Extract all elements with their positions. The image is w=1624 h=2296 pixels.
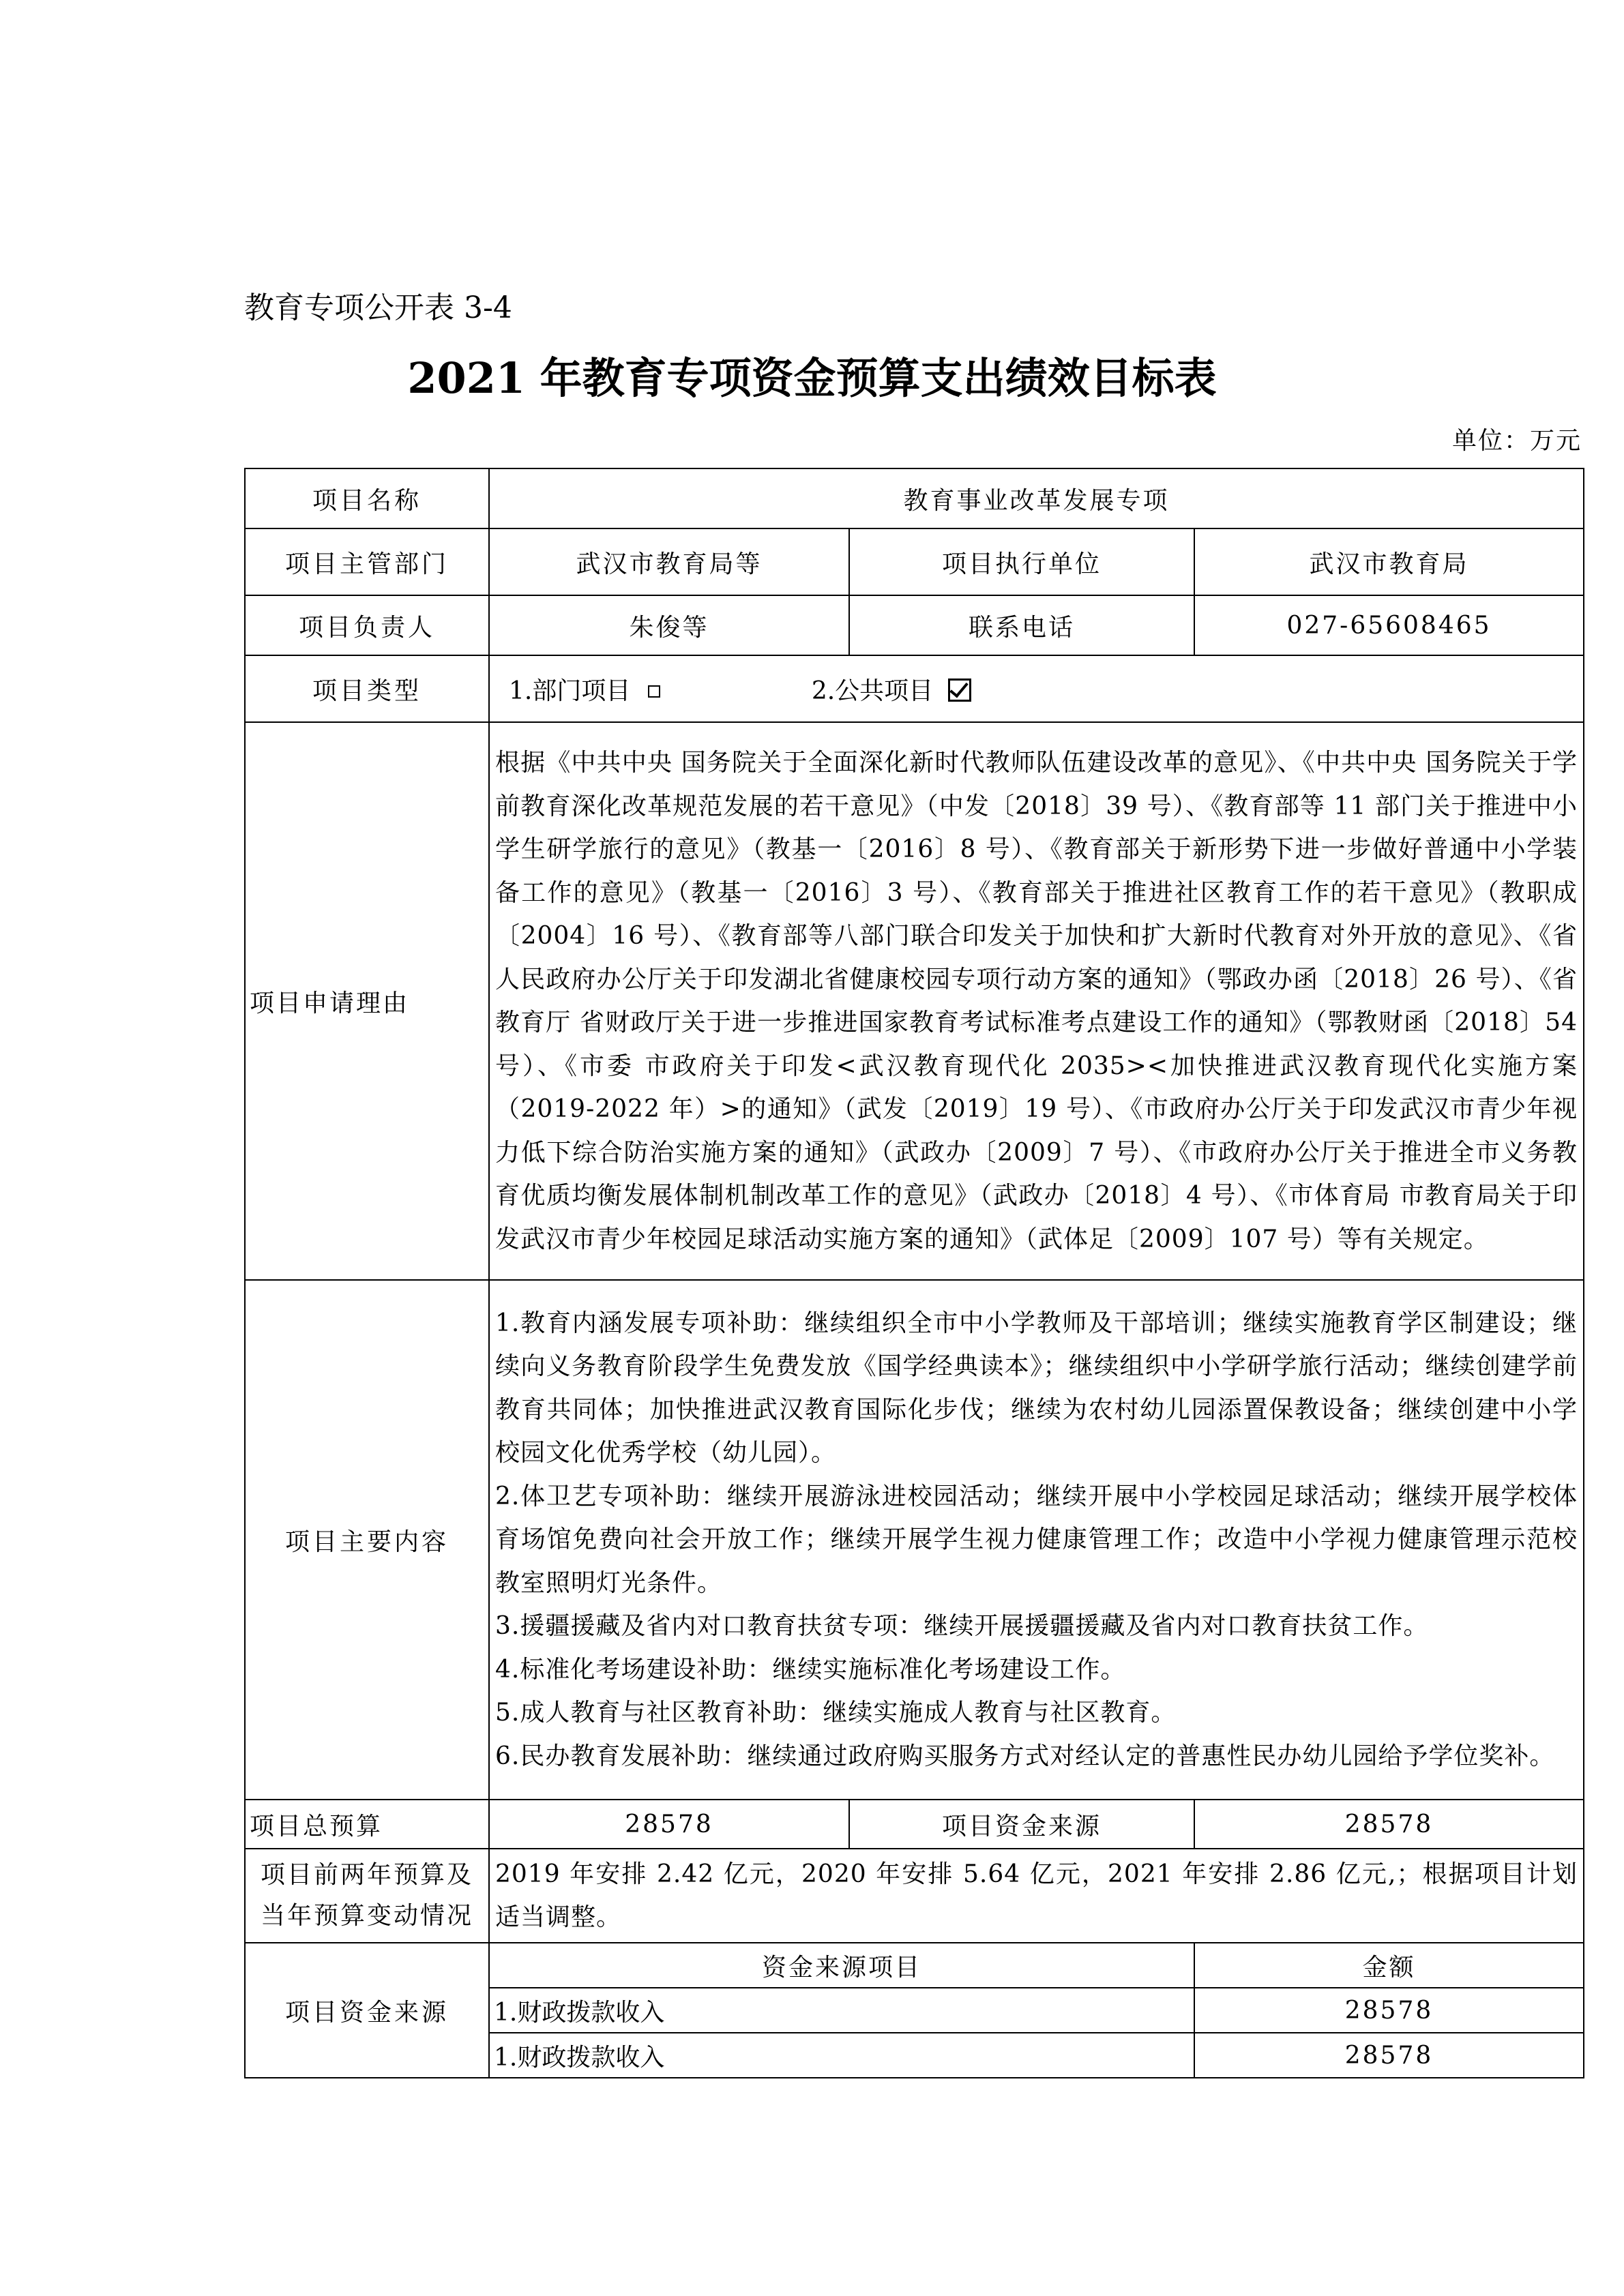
- page-title: 2021 年教育专项资金预算支出绩效目标表: [407, 353, 1217, 403]
- project-type-options: [489, 655, 1584, 722]
- total-budget-label: 项目总预算: [245, 1800, 489, 1849]
- unit-label: 单位：万元: [1451, 427, 1582, 455]
- type-option-public: [812, 672, 971, 706]
- row-main-content: [245, 1280, 1584, 1800]
- type-option-department: [509, 672, 660, 706]
- funding-amount-item: 28578: [1194, 1988, 1584, 2033]
- content-item: 1.教育内涵发展专项补助：继续组织全市中小学教师及干部培训；继续实施教育学区制建设；继续向义务教育阶段学生免费发放《国学经典读本》；继续组织中小学研学旅行活动；继续创建学前教育共同体；加快推进武汉教育国际化步伐；继续为农村幼儿园添置保教设备；继续创建中小学校园文化优秀学校（幼儿园）。: [495, 1309, 1578, 1467]
- table-number-caption: 教育专项公开表 3-4: [244, 290, 512, 325]
- funding-amount-item: 28578: [1194, 2033, 1584, 2078]
- content-item: 5.成人教育与社区教育补助：继续实施成人教育与社区教育。: [495, 1699, 1177, 1727]
- previous-budget-label-line1: 项目前两年预算及: [260, 1861, 473, 1889]
- funding-source-item: 1.财政拨款收入: [489, 2033, 1194, 2078]
- checked-box-icon: [948, 679, 971, 702]
- previous-budget-label-line2: 当年预算变动情况: [260, 1902, 473, 1930]
- row-application-reason: [245, 722, 1584, 1280]
- reason-text: 根据《中共中央 国务院关于全面深化新时代教师队伍建设改革的意见》、《中共中央 国务院关于学前教育深化改革规范发展的若干意见》（中发〔2018〕39 号）、《教育部等 11 部门关于推进中小学生研学旅行的意见》（教基一〔2016〕8 号）、《教育部关于新形势下进一步做好普通中小学装备工作的意见》（教基一〔2016〕3 号）、《教育部关于推进社区教育工作的若干意见》（教职成〔2004〕16 号）、《教育部等八部门联合印发关于加快和扩大新时代教育对外开放的意见》、《省人民政府办公厅关于印发湖北省健康校园专项行动方案的通知》（鄂政办函〔2018〕26 号）、《省教育厅 省财政厅关于进一步推进国家教育考试标准考点建设工作的通知》（鄂教财函〔2018〕54 号）、《市委 市政府关于印发<武汉教育现代化 2035><加快推进武汉教育现代化实施方案（2019-2022 年）>的通知》（武发〔2019〕19 号）、《市政府办公厅关于印发武汉市青少年视力低下综合防治实施方案的通知》（武政办〔2009〕7 号）、《市政府办公厅关于推进全市义务教育优质均衡发展体制机制改革工作的意见》（武政办〔2018〕4 号）、《市体育局 市教育局关于印发武汉市青少年校园足球活动实施方案的通知》（武体足〔2009〕107 号）等有关规定。: [489, 722, 1584, 1280]
- funding-source-label: 项目资金来源: [849, 1800, 1194, 1849]
- funding-source-item: 1.财政拨款收入: [489, 1988, 1194, 2033]
- leader-label: 项目负责人: [245, 595, 489, 655]
- type-option-department-label: 1.部门项目: [509, 676, 631, 705]
- total-budget-value: 28578: [489, 1800, 849, 1849]
- row-total-budget: [245, 1800, 1584, 1849]
- unchecked-box-icon: [648, 685, 660, 698]
- phone-value: 027-65608465: [1194, 595, 1584, 655]
- row-department: [245, 528, 1584, 595]
- leader-value: 朱俊等: [489, 595, 849, 655]
- row-funding-header: [245, 1943, 1584, 1988]
- project-type-label: 项目类型: [245, 655, 489, 722]
- reason-label: 项目申请理由: [245, 722, 489, 1280]
- row-leader: [245, 595, 1584, 655]
- funding-label: 项目资金来源: [245, 1943, 489, 2078]
- type-option-public-label: 2.公共项目: [811, 676, 934, 705]
- content-label: 项目主要内容: [245, 1280, 489, 1800]
- content-item: 2.体卫艺专项补助：继续开展游泳进校园活动；继续开展中小学校园足球活动；继续开展学校体育场馆免费向社会开放工作；继续开展学生视力健康管理工作；改造中小学视力健康管理示范校教室照明灯光条件。: [495, 1482, 1578, 1597]
- row-project-name: [245, 468, 1584, 528]
- content-list: [489, 1280, 1584, 1800]
- project-name-value: 教育事业改革发展专项: [489, 468, 1584, 528]
- content-item: 3.援疆援藏及省内对口教育扶贫专项：继续开展援疆援藏及省内对口教育扶贫工作。: [495, 1612, 1429, 1641]
- dept-value: 武汉市教育局等: [489, 528, 849, 595]
- content-item: 6.民办教育发展补助：继续通过政府购买服务方式对经认定的普惠性民办幼儿园给予学位奖补。: [495, 1742, 1555, 1770]
- phone-label: 联系电话: [849, 595, 1194, 655]
- project-name-label: 项目名称: [245, 468, 489, 528]
- content-item: 4.标准化考场建设补助：继续实施标准化考场建设工作。: [495, 1655, 1126, 1684]
- previous-budget-label: [245, 1849, 489, 1943]
- row-project-type: [245, 655, 1584, 722]
- budget-performance-table: [244, 468, 1584, 2078]
- funding-col-source: 资金来源项目: [489, 1943, 1194, 1988]
- previous-budget-text: 2019 年安排 2.42 亿元，2020 年安排 5.64 亿元，2021 年安排 2.86 亿元,；根据项目计划适当调整。: [489, 1849, 1584, 1943]
- funding-source-value: 28578: [1194, 1800, 1584, 1849]
- dept-label: 项目主管部门: [245, 528, 489, 595]
- funding-col-amount: 金额: [1194, 1943, 1584, 1988]
- row-previous-budget: [245, 1849, 1584, 1943]
- exec-unit-value: 武汉市教育局: [1194, 528, 1584, 595]
- exec-unit-label: 项目执行单位: [849, 528, 1194, 595]
